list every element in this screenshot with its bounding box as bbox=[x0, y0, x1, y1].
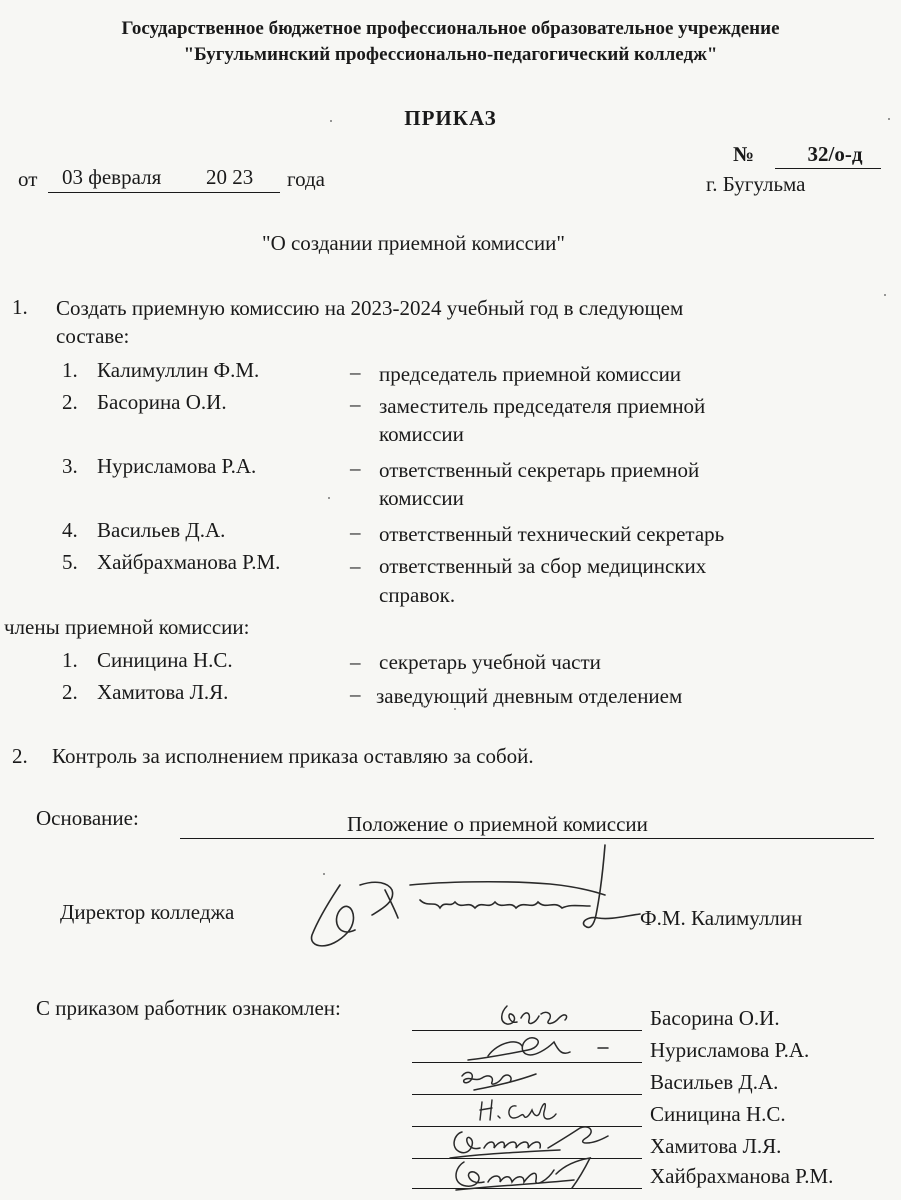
signature-nurislamova bbox=[458, 1030, 618, 1064]
scan-speck bbox=[454, 708, 456, 710]
date-suffix: года bbox=[287, 167, 325, 191]
role-dash: – bbox=[350, 456, 361, 480]
member-name: Нурисламова Р.А. bbox=[97, 454, 257, 478]
member-role: ответственный секретарь приемной bbox=[379, 458, 700, 482]
member-number: 2. bbox=[62, 680, 78, 704]
item1-text-line2: составе: bbox=[56, 324, 130, 348]
date-prefix: от bbox=[18, 167, 38, 191]
date-underline bbox=[48, 192, 280, 193]
acknowledgment-label: С приказом работник ознакомлен: bbox=[36, 996, 341, 1020]
member-number: 3. bbox=[62, 454, 78, 478]
item-number: 2. bbox=[12, 744, 28, 768]
member-name: Басорина О.И. bbox=[97, 390, 227, 414]
scan-speck bbox=[884, 294, 886, 296]
director-title: Директор колледжа bbox=[60, 900, 235, 924]
member-name: Калимуллин Ф.М. bbox=[97, 358, 260, 382]
role-dash: – bbox=[350, 650, 361, 674]
signature-basorina bbox=[495, 998, 575, 1032]
order-subject: "О создании приемной комиссии" bbox=[262, 231, 565, 255]
order-number: 32/о-д bbox=[807, 142, 863, 166]
basis-underline bbox=[180, 838, 874, 839]
member-role: заместитель председателя приемной bbox=[379, 394, 706, 418]
member-role: секретарь учебной части bbox=[379, 650, 601, 674]
scan-speck bbox=[328, 497, 330, 499]
item2-text: Контроль за исполнением приказа оставляю за собой. bbox=[52, 744, 534, 768]
scan-speck bbox=[888, 118, 890, 120]
member-role-cont: комиссии bbox=[379, 422, 464, 446]
date-year: 20 23 bbox=[206, 165, 254, 189]
order-number-label: № bbox=[733, 142, 755, 166]
director-signature bbox=[300, 840, 645, 955]
role-dash: – bbox=[350, 554, 361, 578]
order-number-underline bbox=[775, 168, 881, 169]
member-role: ответственный технический секретарь bbox=[379, 522, 725, 546]
member-role-cont: комиссии bbox=[379, 486, 464, 510]
institution-name-line1: Государственное бюджетное профессиональное образовательное учреждение bbox=[121, 18, 780, 39]
member-role: ответственный за сбор медицинских bbox=[379, 554, 707, 578]
member-number: 2. bbox=[62, 390, 78, 414]
city: г. Бугульма bbox=[706, 172, 806, 196]
ack-name: Васильев Д.А. bbox=[650, 1070, 779, 1094]
scan-speck bbox=[330, 120, 332, 122]
ack-name: Хамитова Л.Я. bbox=[650, 1134, 782, 1158]
scan-speck bbox=[323, 873, 325, 875]
member-role: председатель приемной комиссии bbox=[379, 362, 682, 386]
date-day-month: 03 февраля bbox=[62, 165, 162, 189]
member-number: 1. bbox=[62, 358, 78, 382]
ack-name: Басорина О.И. bbox=[650, 1006, 780, 1030]
institution-name-line2: "Бугульминский профессионально-педагогический колледж" bbox=[183, 44, 718, 65]
member-role: заведующий дневным отделением bbox=[376, 684, 683, 708]
item1-text-line1: Создать приемную комиссию на 2023-2024 учебный год в следующем bbox=[56, 296, 684, 320]
ack-name: Синицина Н.С. bbox=[650, 1102, 786, 1126]
member-name: Хамитова Л.Я. bbox=[97, 680, 229, 704]
role-dash: – bbox=[350, 392, 361, 416]
role-dash: – bbox=[350, 520, 361, 544]
item-number: 1. bbox=[12, 295, 28, 319]
basis-label: Основание: bbox=[36, 806, 139, 830]
document-title: ПРИКАЗ bbox=[404, 106, 497, 130]
signature-vasiliev bbox=[454, 1062, 544, 1094]
role-dash: – bbox=[350, 682, 361, 706]
director-name: Ф.М. Калимуллин bbox=[640, 906, 803, 930]
role-dash: – bbox=[350, 360, 361, 384]
member-name: Васильев Д.А. bbox=[97, 518, 226, 542]
member-number: 1. bbox=[62, 648, 78, 672]
member-name: Синицина Н.С. bbox=[97, 648, 233, 672]
member-number: 5. bbox=[62, 550, 78, 574]
ack-name: Хайбрахманова Р.М. bbox=[650, 1164, 834, 1188]
signature-khaibrakhmanova bbox=[444, 1154, 614, 1194]
member-role-cont: справок. bbox=[379, 583, 456, 607]
member-name: Хайбрахманова Р.М. bbox=[97, 550, 281, 574]
ack-name: Нурисламова Р.А. bbox=[650, 1038, 810, 1062]
member-number: 4. bbox=[62, 518, 78, 542]
commission-members-heading: члены приемной комиссии: bbox=[4, 615, 250, 639]
basis-value: Положение о приемной комиссии bbox=[347, 812, 648, 836]
